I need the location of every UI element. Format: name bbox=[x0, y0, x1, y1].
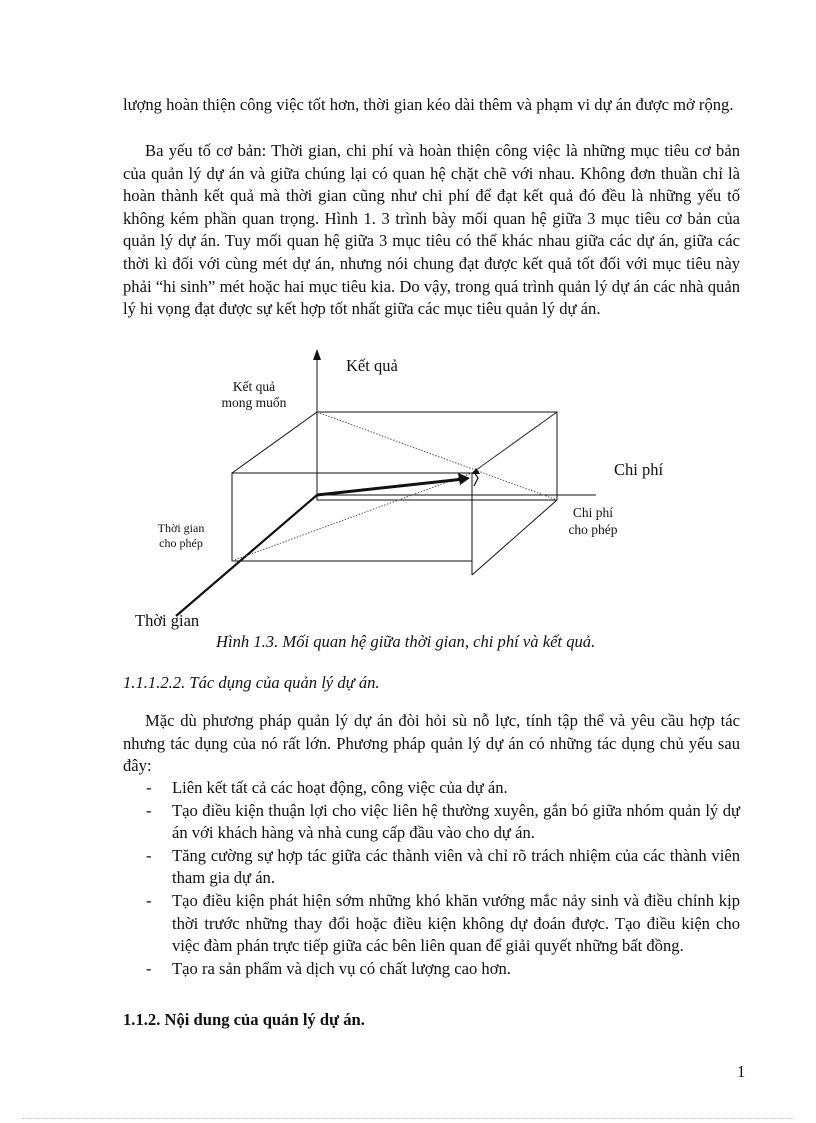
label-ket-qua-mong-muon-line2: mong muốn bbox=[221, 395, 287, 410]
figure-time-cost-result bbox=[0, 340, 816, 640]
label-ket-qua-mong-muon-line1: Kết quả bbox=[232, 379, 276, 394]
label-thoi-gian: Thời gian bbox=[135, 611, 200, 630]
paragraph-three-factors: Ba yếu tố cơ bản: Thời gian, chi phí và hoàn thiện công việc là những mục tiêu cơ bản của quản lý dự án và giữa chúng lại có quan hệ chặt chẽ với nhau. Không đơn thuần chỉ là hoàn thành kết quả mà thời gian cũng như chi phí để đạt kết quả đó đều là những yếu tố không kém phần quan trọng. Hình 1. 3 trình bày mối quan hệ giữa 3 mục tiêu cơ bản của quản lý dự án. Tuy mối quan hệ giữa 3 mục tiêu có thể khác nhau giữa các dự án, giữa các thời kì đối với cùng mét dự án, nhưng nói chung đạt được kết quả tốt đối với mục tiêu này phải “hi sinh” mét hoặc hai mục tiêu kia. Do vậy, trong quá trình quản lý dự án các nhà quản lý hi vọng đạt được sự kết hợp tốt nhất giữa các mục tiêu quản lý dự án. bbox=[123, 141, 740, 319]
footer-divider bbox=[22, 1118, 794, 1119]
label-chi-phi: Chi phí bbox=[614, 460, 664, 479]
label-chi-phi-cho-phep-line1: Chi phí bbox=[572, 505, 614, 520]
figure-caption: Hình 1.3. Mối quan hệ giữa thời gian, chi phí và kết quả. bbox=[216, 632, 596, 651]
box-edge-top-left bbox=[232, 412, 317, 473]
result-vector bbox=[317, 479, 464, 495]
bullet-marker: - bbox=[146, 778, 152, 797]
box-edge-bottom-right bbox=[472, 500, 557, 575]
paragraph-continuation: lượng hoàn thiện công việc tốt hơn, thời gian kéo dài thêm và phạm vi dự án được mở rộng. bbox=[123, 95, 734, 114]
list-item-text: Tạo điều kiện thuận lợi cho việc liên hệ thường xuyên, gắn bó giữa nhóm quản lý dự án với khách hàng và nhà cung cấp đầu vào cho dự án. bbox=[172, 800, 740, 843]
list-item bbox=[146, 845, 740, 890]
list-item bbox=[146, 890, 740, 958]
angle-marker bbox=[474, 472, 478, 486]
list-item-text: Liên kết tất cả các hoạt động, công việc của dự án. bbox=[172, 778, 508, 797]
result-axis-arrow bbox=[313, 349, 321, 360]
list-item bbox=[146, 958, 740, 981]
dotted-diagonal-1 bbox=[317, 412, 557, 500]
label-chi-phi-cho-phep-line2: cho phép bbox=[568, 522, 618, 537]
subsection-title: 1.1.1.2.2. Tác dụng của quản lý dự án. bbox=[123, 673, 380, 692]
result-vector-arrow bbox=[458, 473, 470, 485]
section-heading: 1.1.2. Nội dung của quản lý dự án. bbox=[123, 1010, 365, 1029]
list-item-text: Tăng cường sự hợp tác giữa các thành viên và chỉ rõ trách nhiệm của các thành viên tham gia dự án. bbox=[172, 845, 740, 888]
bullet-marker: - bbox=[146, 845, 152, 865]
list-item-text: Tạo ra sản phẩm và dịch vụ có chất lượng cao hơn. bbox=[172, 958, 511, 978]
bullet-marker: - bbox=[146, 958, 152, 978]
page-number: 1 bbox=[737, 1062, 746, 1081]
bullet-marker: - bbox=[146, 890, 152, 910]
dotted-diagonal-2 bbox=[232, 473, 472, 561]
label-thoi-gian-cho-phep-line1: Thời gian bbox=[157, 521, 205, 535]
list-item bbox=[146, 777, 740, 800]
label-thoi-gian-cho-phep-line2: cho phép bbox=[159, 536, 203, 550]
list-item-text: Tạo điều kiện phát hiện sớm những khó khăn vướng mắc nảy sinh và điều chỉnh kịp thời trước những thay đổi hoặc điều kiện không dự đoán được. Tạo điều kiện cho việc đàm phán trực tiếp giữa các bên liên quan để giải quyết những bất đồng. bbox=[172, 890, 740, 956]
list-item bbox=[146, 800, 740, 845]
benefits-list bbox=[146, 777, 740, 980]
paragraph-intro: Mặc dù phương pháp quản lý dự án đòi hỏi sù nỗ lực, tính tập thể và yêu cầu hợp tác nhưng tác dụng của nó rất lớn. Phương pháp quản lý dự án có những tác dụng chủ yếu sau đây: bbox=[123, 711, 740, 776]
bullet-marker: - bbox=[146, 800, 152, 820]
label-ket-qua: Kết quả bbox=[346, 356, 398, 375]
